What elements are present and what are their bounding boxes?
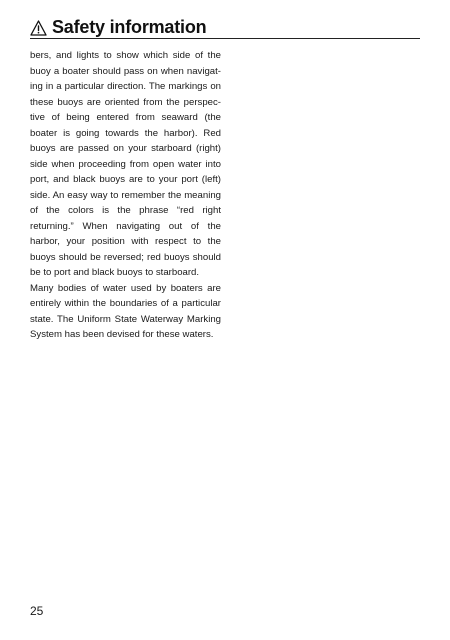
section-title: Safety information bbox=[52, 17, 207, 37]
page-number: 25 bbox=[30, 604, 44, 618]
section-header bbox=[30, 16, 420, 38]
header-divider bbox=[30, 38, 420, 39]
body-paragraph: bers, and lights to show which side of the buoy a boater should pass on when navigating in a particular direction. The markings on these buoys are oriented from the perspective of being entered from seaward (the boater is going towards the harbor). Red buoys are passed on your starboard (right) side when proceeding from open water into port, and black buoys are to your port (left) side. An easy way to remember the meaning of the colors is the phrase “red right returning.” When navigating out of the harbor, your position with respect to the buoys should be reversed; red buoys should be to port and black buoys to starboard. bbox=[30, 50, 221, 278]
warning-triangle-icon bbox=[30, 20, 47, 36]
body-text-column bbox=[30, 48, 221, 343]
body-paragraph: Many bodies of water used by boaters are entirely within the boundaries of a particular state. The Uniform State Waterway Marking System has been devised for these waters. bbox=[30, 282, 221, 340]
